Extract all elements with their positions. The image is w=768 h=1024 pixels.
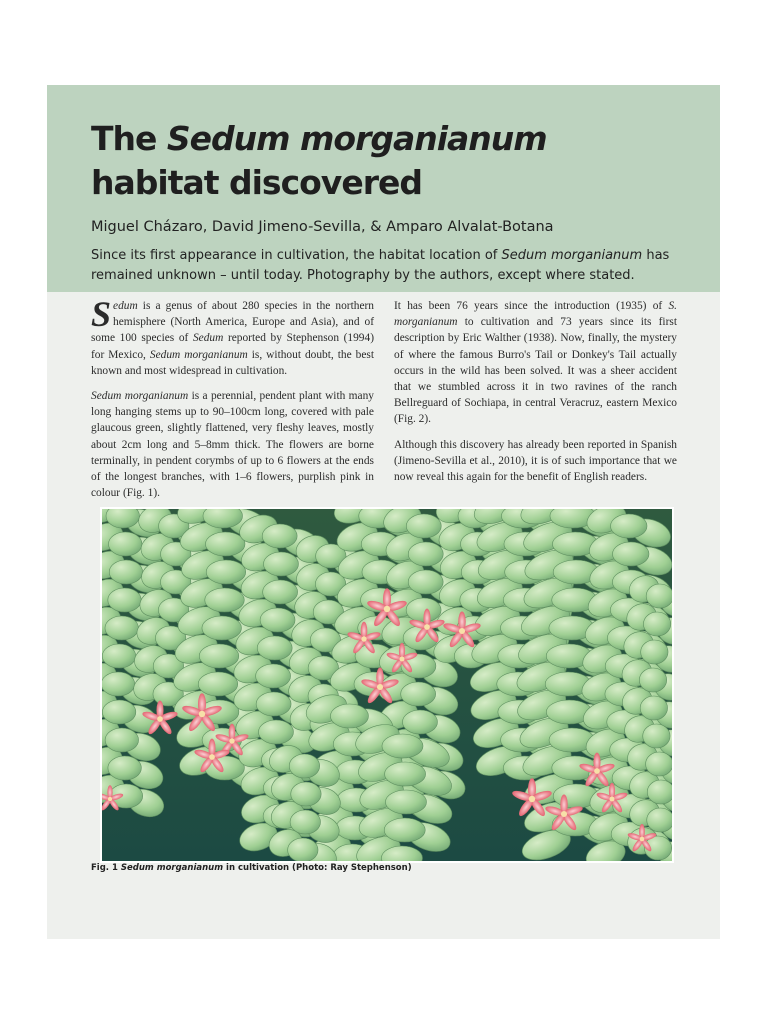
article-header bbox=[47, 85, 720, 292]
leaf bbox=[259, 720, 294, 744]
flower-center bbox=[384, 606, 390, 612]
left-p1-text-d: reported by Stephenson (1994) for Mexico, bbox=[91, 332, 374, 361]
article-page bbox=[47, 85, 720, 939]
intro-pre: Since its first appearance in cultivation, the habitat location of bbox=[91, 248, 502, 263]
flower-center bbox=[229, 738, 234, 743]
authors-line: Miguel Cházaro, David Jimeno-Sevilla, & Amparo Alvalat-Botana bbox=[91, 219, 554, 235]
left-p1-species: Sedum morganianum bbox=[149, 348, 248, 361]
leaf bbox=[403, 710, 438, 734]
article-title bbox=[91, 117, 547, 205]
flower-center bbox=[157, 716, 163, 722]
leaf bbox=[646, 752, 672, 776]
right-p1-species: S. morganianum bbox=[394, 300, 677, 329]
left-p1-genus: Sedum bbox=[192, 332, 224, 345]
leaf bbox=[109, 532, 142, 556]
right-paragraph-1 bbox=[394, 298, 677, 428]
leaf bbox=[611, 514, 647, 538]
figure-caption bbox=[91, 863, 412, 873]
leaf bbox=[102, 700, 135, 724]
dropcap: S bbox=[91, 294, 112, 334]
flower-center bbox=[529, 796, 535, 802]
leaf bbox=[264, 552, 299, 576]
intro-post: has remained unknown – until today. Photography by the authors, except where stated. bbox=[91, 248, 670, 283]
left-p1-text-b: is a genus of about 280 species in the northern hemisphere (North America, Europe and Asia), and of some 100 species of bbox=[91, 300, 374, 345]
leaf bbox=[108, 756, 141, 780]
leaf bbox=[105, 728, 138, 752]
leaf bbox=[290, 810, 320, 834]
leaf bbox=[198, 672, 238, 696]
leaf bbox=[385, 762, 426, 786]
left-paragraph-1 bbox=[91, 294, 374, 379]
flower-center bbox=[361, 636, 366, 641]
leaf bbox=[647, 808, 672, 832]
leaf bbox=[256, 664, 291, 688]
leaf bbox=[199, 644, 239, 668]
leaf bbox=[401, 682, 436, 706]
intro-species: Sedum morganianum bbox=[501, 248, 643, 263]
flower-center bbox=[199, 711, 205, 717]
flower-center bbox=[399, 656, 404, 661]
flower-center bbox=[561, 811, 567, 817]
leaf bbox=[288, 838, 318, 861]
flower-center bbox=[459, 628, 465, 634]
sedum-photo-illustration bbox=[102, 509, 672, 861]
left-p1-text-f: is, without doubt, the best known and most widespread in cultivation. bbox=[91, 348, 374, 377]
leaf bbox=[263, 580, 298, 604]
flower-center bbox=[594, 768, 600, 774]
leaf bbox=[102, 644, 135, 668]
leaf bbox=[641, 640, 668, 664]
right-column bbox=[394, 298, 677, 494]
leaf bbox=[613, 542, 649, 566]
leaf bbox=[105, 616, 138, 640]
leaf bbox=[289, 754, 319, 778]
leaf bbox=[408, 570, 443, 594]
genus-word: edum bbox=[113, 300, 138, 312]
leaf bbox=[202, 616, 242, 640]
leaf bbox=[257, 636, 292, 660]
intro-text bbox=[91, 246, 691, 286]
flower-center bbox=[377, 684, 383, 690]
flower-center bbox=[108, 797, 112, 801]
leaf bbox=[643, 724, 670, 748]
title-species: Sedum morganianum bbox=[166, 119, 547, 158]
leaf bbox=[262, 524, 297, 548]
leaf bbox=[385, 790, 426, 814]
leaf bbox=[260, 608, 295, 632]
right-p1-text-a: It has been 76 years since the introduction (1935) of bbox=[394, 300, 669, 312]
leaf bbox=[256, 692, 291, 716]
flower-center bbox=[640, 837, 645, 842]
leaf bbox=[102, 672, 135, 696]
left-p2-species: Sedum morganianum bbox=[91, 390, 189, 403]
caption-credit: in cultivation (Photo: Ray Stephenson) bbox=[223, 863, 412, 873]
left-column bbox=[91, 294, 374, 510]
leaf bbox=[384, 818, 425, 842]
left-p2-text: is a perennial, pendent plant with many long hanging stems up to 90–100cm long, covered with pale glaucous green, slightly flattened, very fleshy leaves, mostly about 2cm long and 5–8mm thick. The flowers are borne terminally, in pendent corymbs of up to 6 flowers at the ends of the longest branches, with 1–6 flowers, purplish pink in colour (Fig. 1). bbox=[91, 390, 374, 500]
title-line2: habitat discovered bbox=[91, 163, 422, 202]
leaf bbox=[647, 780, 672, 804]
leaf bbox=[109, 560, 142, 584]
leaf bbox=[108, 588, 141, 612]
leaf bbox=[382, 734, 423, 758]
figure-1-photo bbox=[100, 507, 674, 863]
flower-center bbox=[609, 796, 614, 801]
right-p1-text-c: to cultivation and 73 years since its first description by Eric Walther (1938). Now, finally, the mystery of where the famous Burro's Tail or Donkey's Tail actually occurs in the wild has been solved. It was a sheer accident that we stumbled across it in two ravines of the ranch Bellreguard of Sochiapa, in central Veracruz, eastern Mexico (Fig. 2). bbox=[394, 316, 677, 426]
figure-label: Fig. 1 bbox=[91, 863, 121, 873]
leaf bbox=[640, 696, 667, 720]
title-prefix: The bbox=[91, 119, 167, 158]
leaf bbox=[206, 560, 246, 584]
flower-center bbox=[424, 624, 430, 630]
leaf bbox=[646, 584, 672, 608]
caption-species: Sedum morganianum bbox=[120, 863, 224, 873]
leaf bbox=[205, 588, 245, 612]
flower-center bbox=[209, 754, 215, 760]
leaf bbox=[408, 542, 443, 566]
leaf bbox=[406, 514, 441, 538]
leaf bbox=[291, 782, 321, 806]
left-paragraph-2 bbox=[91, 388, 374, 501]
leaf bbox=[330, 704, 368, 728]
right-paragraph-2: Although this discovery has already been reported in Spanish (Jimeno-Sevilla et al., 2010), it is of such importance that we now reveal this again for the benefit of English readers. bbox=[394, 438, 677, 484]
leaf bbox=[643, 612, 670, 636]
leaf bbox=[639, 668, 666, 692]
leaf bbox=[205, 532, 245, 556]
